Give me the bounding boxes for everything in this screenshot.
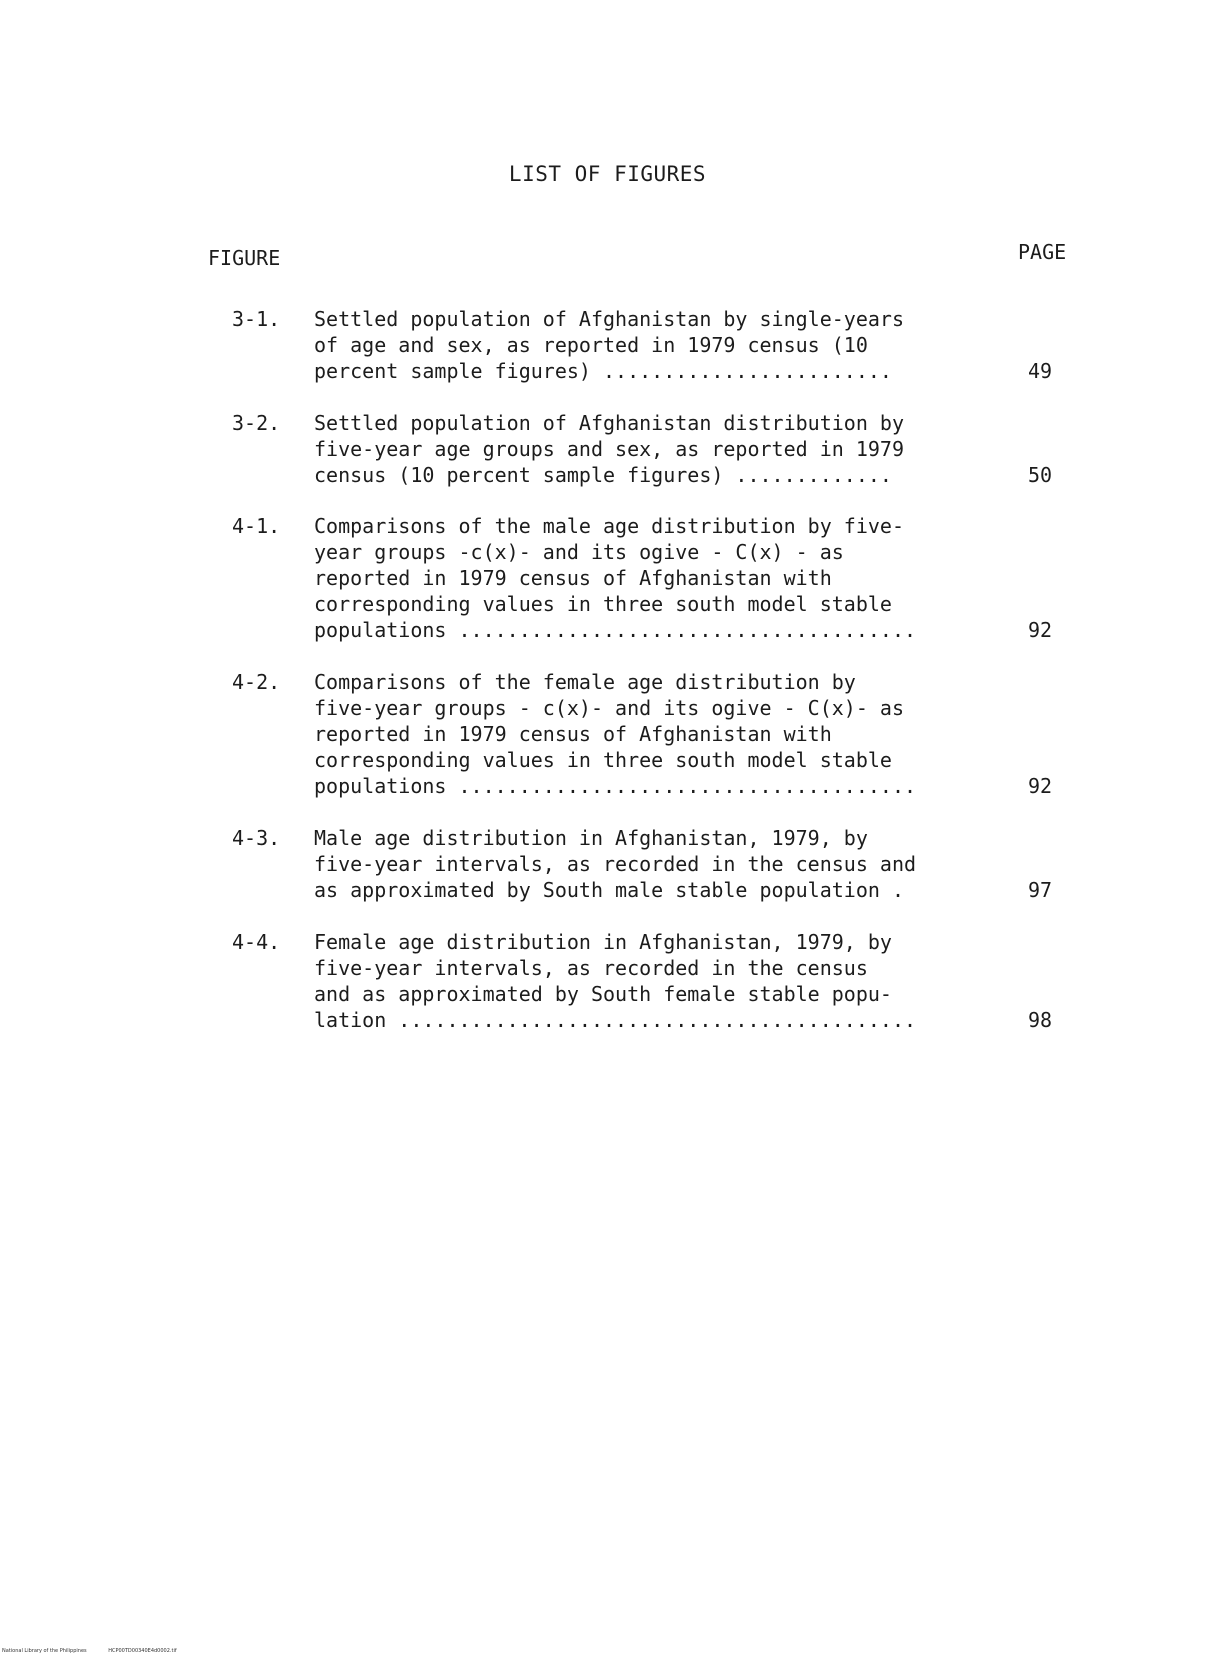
page-number: 49 (1028, 359, 1053, 383)
figure-caption (314, 410, 974, 488)
figure-caption (314, 513, 974, 643)
column-header-figure: FIGURE (208, 246, 281, 270)
figure-number: 4-1. (232, 514, 281, 538)
caption-line: reported in 1979 census of Afghanistan with (314, 722, 832, 746)
caption-line: corresponding values in three south model stable (314, 592, 892, 616)
caption-line: Female age distribution in Afghanistan, 1979, by (314, 930, 892, 954)
caption-line: five-year groups - c(x)- and its ogive - C(x)- as (314, 696, 905, 720)
scan-footer (2, 1648, 197, 1654)
caption-line: Male age distribution in Afghanistan, 1979, by (314, 826, 868, 850)
figure-caption (314, 306, 974, 384)
caption-line: lation ........................................... (314, 1008, 917, 1032)
caption-line: year groups -c(x)- and its ogive - C(x) - as (314, 540, 844, 564)
caption-line: Settled population of Afghanistan by single-years (314, 307, 905, 331)
caption-line: five-year intervals, as recorded in the census (314, 956, 868, 980)
caption-line: census (10 percent sample figures) ............. (314, 463, 892, 487)
page-number: 92 (1028, 774, 1053, 798)
figure-number: 4-4. (232, 930, 281, 954)
caption-line: populations ...................................... (314, 774, 917, 798)
page-number: 50 (1028, 463, 1053, 487)
caption-line: and as approximated by South female stable popu- (314, 982, 892, 1006)
caption-line: Comparisons of the female age distribution by (314, 670, 856, 694)
figure-caption (314, 669, 974, 799)
caption-line: percent sample figures) ........................ (314, 359, 892, 383)
caption-line: Comparisons of the male age distribution by five- (314, 514, 905, 538)
figure-number: 3-1. (232, 307, 281, 331)
page-number: 98 (1028, 1008, 1053, 1032)
figure-number: 3-2. (232, 411, 281, 435)
page-number: 97 (1028, 878, 1053, 902)
caption-line: as approximated by South male stable population . (314, 878, 905, 902)
caption-line: populations ...................................... (314, 618, 917, 642)
caption-line: five-year age groups and sex, as reported in 1979 (314, 437, 905, 461)
caption-line: reported in 1979 census of Afghanistan with (314, 566, 832, 590)
caption-line: of age and sex, as reported in 1979 census (10 (314, 333, 868, 357)
figure-number: 4-2. (232, 670, 281, 694)
footer-library: National Library of the Philippines (2, 1648, 87, 1654)
figure-caption (314, 929, 974, 1033)
page-number: 92 (1028, 618, 1053, 642)
caption-line: five-year intervals, as recorded in the census and (314, 852, 917, 876)
figure-number: 4-3. (232, 826, 281, 850)
page-title: LIST OF FIGURES (508, 162, 707, 186)
footer-file-id: HCP00TD00340E4d0002.tif (108, 1648, 177, 1654)
figure-caption (314, 825, 974, 903)
column-header-page: PAGE (1018, 240, 1067, 264)
caption-line: corresponding values in three south model stable (314, 748, 892, 772)
caption-line: Settled population of Afghanistan distribution by (314, 411, 905, 435)
